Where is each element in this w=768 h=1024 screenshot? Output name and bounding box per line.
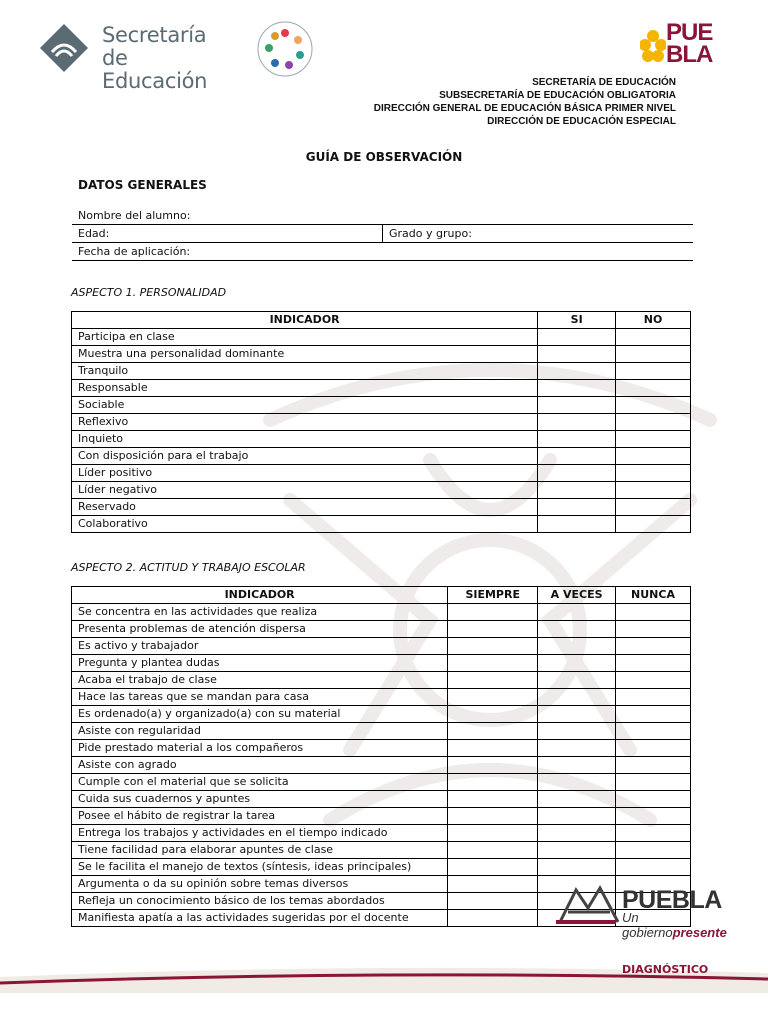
- mark-cell[interactable]: [448, 672, 538, 689]
- table-header: SI: [538, 312, 616, 329]
- indicator-cell: Manifiesta apatía a las actividades sugeridas por el docente: [72, 910, 448, 927]
- mark-cell[interactable]: [538, 363, 616, 380]
- mark-cell[interactable]: [538, 465, 616, 482]
- mark-cell[interactable]: [538, 706, 616, 723]
- mark-cell[interactable]: [448, 774, 538, 791]
- table-row: [72, 516, 691, 533]
- grade-group-label: Grado y grupo:: [382, 225, 472, 242]
- mark-cell[interactable]: [616, 774, 691, 791]
- age-grade-row[interactable]: [72, 225, 693, 243]
- indicator-cell: Inquieto: [72, 431, 538, 448]
- indicator-cell: Asiste con regularidad: [72, 723, 448, 740]
- table-header: NO: [616, 312, 691, 329]
- table-row: [72, 499, 691, 516]
- mark-cell[interactable]: [538, 757, 616, 774]
- indicator-cell: Reflexivo: [72, 414, 538, 431]
- footer-puebla-logo: [540, 882, 740, 940]
- mark-cell[interactable]: [538, 808, 616, 825]
- mark-cell[interactable]: [538, 825, 616, 842]
- indicator-cell: Posee el hábito de registrar la tarea: [72, 808, 448, 825]
- mark-cell[interactable]: [616, 672, 691, 689]
- table-row: [72, 380, 691, 397]
- indicator-cell: Hace las tareas que se mandan para casa: [72, 689, 448, 706]
- indicator-cell: Tiene facilidad para elaborar apuntes de clase: [72, 842, 448, 859]
- mark-cell[interactable]: [448, 655, 538, 672]
- table-row: [72, 604, 691, 621]
- table-row: [72, 397, 691, 414]
- application-date-label: Fecha de aplicación:: [78, 245, 191, 258]
- mark-cell[interactable]: [448, 791, 538, 808]
- indicator-cell: Entrega los trabajos y actividades en el tiempo indicado: [72, 825, 448, 842]
- indicator-cell: Es activo y trabajador: [72, 638, 448, 655]
- table-row: [72, 808, 691, 825]
- mark-cell[interactable]: [538, 414, 616, 431]
- attitude-table: [71, 586, 691, 927]
- mark-cell[interactable]: [616, 397, 691, 414]
- indicator-cell: Responsable: [72, 380, 538, 397]
- mark-cell[interactable]: [538, 689, 616, 706]
- indicator-cell: Con disposición para el trabajo: [72, 448, 538, 465]
- indicator-cell: Muestra una personalidad dominante: [72, 346, 538, 363]
- table-row: [72, 672, 691, 689]
- puebla-logo: [640, 19, 730, 74]
- mark-cell[interactable]: [616, 638, 691, 655]
- table-row: [72, 329, 691, 346]
- aspect2-title: ASPECTO 2. ACTITUD Y TRABAJO ESCOLAR: [71, 561, 306, 574]
- table-row: [72, 723, 691, 740]
- table-row: [72, 740, 691, 757]
- mark-cell[interactable]: [538, 740, 616, 757]
- mark-cell[interactable]: [448, 893, 538, 910]
- indicator-cell: Asiste con agrado: [72, 757, 448, 774]
- table-row: [72, 448, 691, 465]
- student-name-label: Nombre del alumno:: [78, 209, 191, 222]
- indicator-cell: Pide prestado material a los compañeros: [72, 740, 448, 757]
- tagline-accent: presente: [672, 925, 727, 940]
- mark-cell[interactable]: [616, 363, 691, 380]
- table-row: [72, 706, 691, 723]
- sep-logo-line1: Secretaría: [102, 23, 207, 47]
- indicator-cell: Se concentra en las actividades que realiza: [72, 604, 448, 621]
- mark-cell[interactable]: [538, 499, 616, 516]
- indicator-cell: Pregunta y plantea dudas: [72, 655, 448, 672]
- application-date-row[interactable]: [72, 243, 693, 261]
- table-row: [72, 414, 691, 431]
- table-row: [72, 465, 691, 482]
- institution-line: SECRETARÍA DE EDUCACIÓN: [532, 77, 676, 88]
- diagnostic-label: DIAGNÓSTICO: [622, 963, 709, 976]
- mark-cell[interactable]: [538, 723, 616, 740]
- mark-cell[interactable]: [448, 808, 538, 825]
- indicator-cell: Es ordenado(a) y organizado(a) con su material: [72, 706, 448, 723]
- aspect1-title: ASPECTO 1. PERSONALIDAD: [71, 286, 227, 299]
- mark-cell[interactable]: [448, 910, 538, 927]
- mark-cell[interactable]: [538, 516, 616, 533]
- mark-cell[interactable]: [616, 448, 691, 465]
- mark-cell[interactable]: [538, 448, 616, 465]
- general-data-form: [72, 207, 693, 261]
- mark-cell[interactable]: [538, 431, 616, 448]
- mark-cell[interactable]: [616, 465, 691, 482]
- mark-cell[interactable]: [538, 346, 616, 363]
- mark-cell[interactable]: [616, 791, 691, 808]
- table-row: [72, 363, 691, 380]
- indicator-cell: Cumple con el material que se solicita: [72, 774, 448, 791]
- table-row: [72, 482, 691, 499]
- institution-line: SUBSECRETARÍA DE EDUCACIÓN OBLIGATORIA: [439, 90, 676, 101]
- indicator-cell: Tranquilo: [72, 363, 538, 380]
- indicator-cell: Líder negativo: [72, 482, 538, 499]
- table-row: [72, 346, 691, 363]
- indicator-cell: Presenta problemas de atención dispersa: [72, 621, 448, 638]
- mark-cell[interactable]: [616, 655, 691, 672]
- footer-tagline: [622, 910, 740, 940]
- personality-table: [71, 311, 691, 533]
- mark-cell[interactable]: [538, 638, 616, 655]
- mark-cell[interactable]: [616, 825, 691, 842]
- table-header: NUNCA: [616, 587, 691, 604]
- indicator-cell: Reservado: [72, 499, 538, 516]
- mark-cell[interactable]: [538, 774, 616, 791]
- mark-cell[interactable]: [448, 876, 538, 893]
- mark-cell[interactable]: [448, 842, 538, 859]
- sep-emblem-icon: [38, 22, 90, 74]
- mark-cell[interactable]: [616, 431, 691, 448]
- mark-cell[interactable]: [616, 346, 691, 363]
- mark-cell[interactable]: [448, 757, 538, 774]
- sep-logo: [38, 20, 238, 93]
- mark-cell[interactable]: [616, 723, 691, 740]
- mark-cell[interactable]: [616, 329, 691, 346]
- table-row: [72, 638, 691, 655]
- table-row: [72, 825, 691, 842]
- institution-line: DIRECCIÓN GENERAL DE EDUCACIÓN BÁSICA PRIMER NIVEL: [373, 103, 676, 114]
- mark-cell[interactable]: [448, 825, 538, 842]
- mark-cell[interactable]: [616, 414, 691, 431]
- indicator-cell: Refleja un conocimiento básico de los temas abordados: [72, 893, 448, 910]
- table-row: [72, 689, 691, 706]
- institution-block: [374, 76, 676, 128]
- mark-cell[interactable]: [616, 499, 691, 516]
- mark-cell[interactable]: [448, 621, 538, 638]
- mark-cell[interactable]: [448, 604, 538, 621]
- mark-cell[interactable]: [616, 842, 691, 859]
- institution-line: DIRECCIÓN DE EDUCACIÓN ESPECIAL: [487, 116, 676, 127]
- table-row: [72, 431, 691, 448]
- table-row: [72, 842, 691, 859]
- puebla-logo-line1: PUE: [666, 19, 713, 46]
- mark-cell[interactable]: [616, 859, 691, 876]
- tagline-plain: Un gobierno: [622, 910, 673, 940]
- table-header: INDICADOR: [72, 587, 448, 604]
- table-header: A VECES: [538, 587, 616, 604]
- mark-cell[interactable]: [616, 516, 691, 533]
- document-title: GUÍA DE OBSERVACIÓN: [305, 150, 463, 164]
- table-header: INDICADOR: [72, 312, 538, 329]
- mark-cell[interactable]: [538, 655, 616, 672]
- general-data-heading: DATOS GENERALES: [78, 178, 207, 192]
- mark-cell[interactable]: [616, 706, 691, 723]
- sep-logo-line2: de Educación: [102, 46, 208, 93]
- mark-cell[interactable]: [448, 689, 538, 706]
- puebla-emblem-icon: [554, 882, 624, 928]
- mark-cell[interactable]: [616, 757, 691, 774]
- mark-cell[interactable]: [538, 329, 616, 346]
- mark-cell[interactable]: [448, 723, 538, 740]
- table-row: [72, 757, 691, 774]
- mark-cell[interactable]: [538, 482, 616, 499]
- student-name-row[interactable]: [72, 207, 693, 225]
- mark-cell[interactable]: [616, 380, 691, 397]
- mark-cell[interactable]: [538, 859, 616, 876]
- mark-cell[interactable]: [448, 859, 538, 876]
- footer-logo-word: PUEBLA: [622, 886, 722, 914]
- table-row: [72, 655, 691, 672]
- mark-cell[interactable]: [538, 791, 616, 808]
- indicator-cell: Colaborativo: [72, 516, 538, 533]
- indicator-cell: Se le facilita el manejo de textos (síntesis, ideas principales): [72, 859, 448, 876]
- mark-cell[interactable]: [448, 638, 538, 655]
- mark-cell[interactable]: [448, 740, 538, 757]
- mark-cell[interactable]: [616, 689, 691, 706]
- mark-cell[interactable]: [538, 380, 616, 397]
- education-circle-logo: [256, 20, 314, 78]
- mark-cell[interactable]: [448, 706, 538, 723]
- mark-cell[interactable]: [538, 672, 616, 689]
- mark-cell[interactable]: [538, 604, 616, 621]
- mark-cell[interactable]: [616, 808, 691, 825]
- mark-cell[interactable]: [616, 604, 691, 621]
- indicator-cell: Sociable: [72, 397, 538, 414]
- puebla-logo-line2: BLA: [666, 41, 713, 68]
- table-row: [72, 621, 691, 638]
- indicator-cell: Argumenta o da su opinión sobre temas diversos: [72, 876, 448, 893]
- mark-cell[interactable]: [538, 621, 616, 638]
- indicator-cell: Líder positivo: [72, 465, 538, 482]
- table-row: [72, 791, 691, 808]
- indicator-cell: Cuida sus cuadernos y apuntes: [72, 791, 448, 808]
- puebla-flower-icon: [640, 28, 666, 68]
- indicator-cell: Acaba el trabajo de clase: [72, 672, 448, 689]
- mark-cell[interactable]: [616, 740, 691, 757]
- indicator-cell: Participa en clase: [72, 329, 538, 346]
- age-label: Edad:: [78, 227, 110, 240]
- mark-cell[interactable]: [616, 621, 691, 638]
- mark-cell[interactable]: [538, 397, 616, 414]
- table-row: [72, 859, 691, 876]
- mark-cell[interactable]: [616, 482, 691, 499]
- table-header: SIEMPRE: [448, 587, 538, 604]
- table-row: [72, 774, 691, 791]
- mark-cell[interactable]: [538, 842, 616, 859]
